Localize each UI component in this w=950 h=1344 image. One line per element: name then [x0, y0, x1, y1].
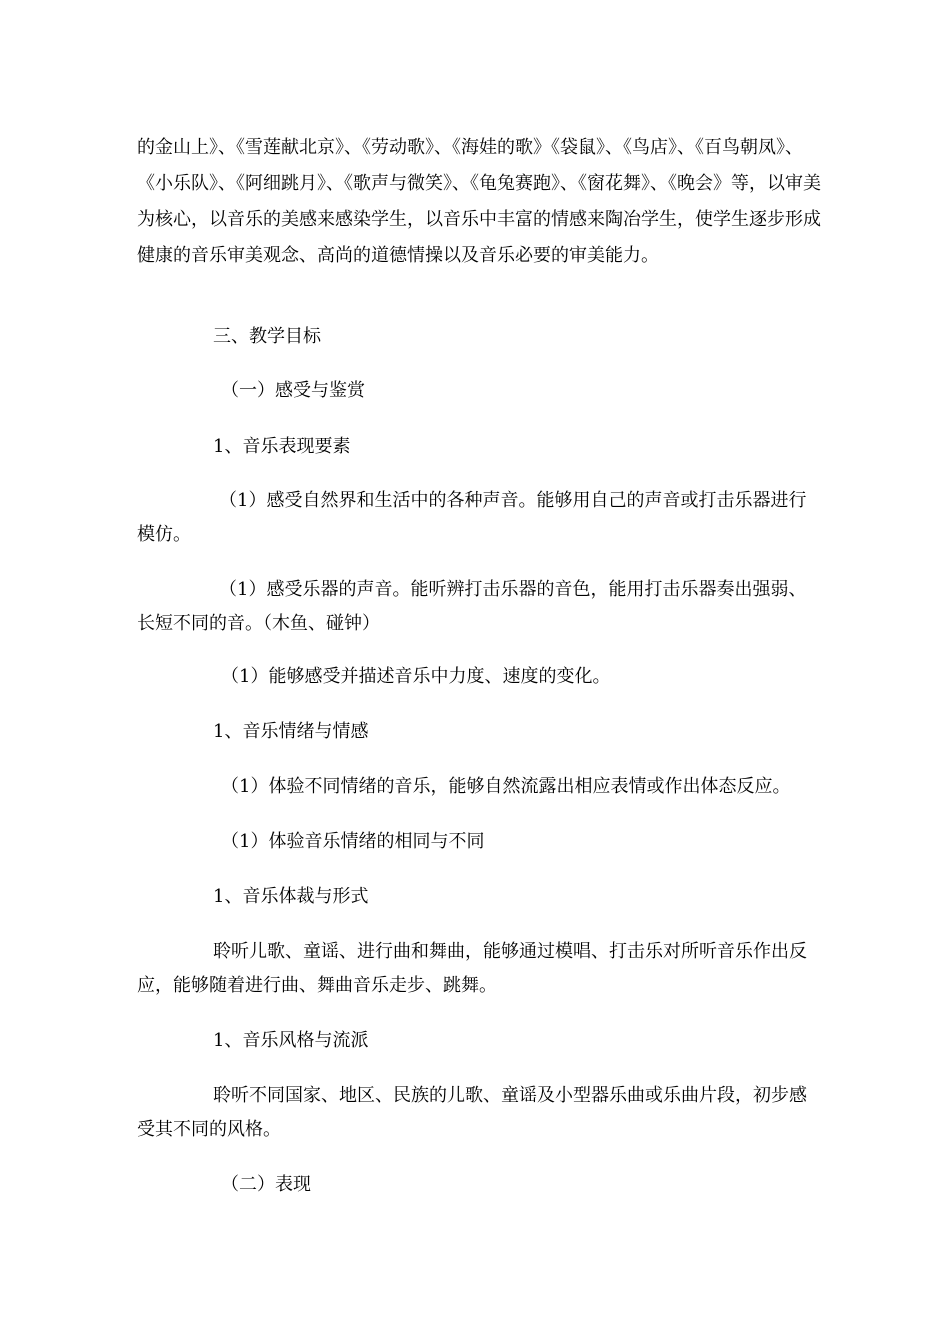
section-heading-teaching-goals: 三、教学目标: [213, 326, 321, 347]
item-genre-form: 1、音乐体裁与形式: [213, 886, 369, 907]
item-same-different-emotions: （1）体验音乐情绪的相同与不同: [221, 831, 485, 852]
paragraph-style-listening: 聆听不同国家、地区、民族的儿歌、童谣及小型器乐曲或乐曲片段，初步感受其不同的风格。: [137, 1085, 807, 1140]
item-music-elements: 1、音乐表现要素: [213, 436, 351, 457]
item-instrument-sounds: （1）感受乐器的声音。能听辨打击乐器的音色，能用打击乐器奏出强弱、长短不同的音。（木鱼、碰钟）: [137, 579, 807, 634]
item-music-emotion: 1、音乐情绪与情感: [213, 721, 369, 742]
subheading-perception-appreciation: （一）感受与鉴赏: [221, 380, 365, 401]
paragraph-genre-listening: 聆听儿歌、童谣、进行曲和舞曲，能够通过模唱、打击乐对所听音乐作出反应，能够随着进行曲、舞曲音乐走步、跳舞。: [137, 941, 807, 996]
intro-paragraph: 的金山上》、《雪莲献北京》、《劳动歌》、《海娃的歌》《袋鼠》、《鸟店》、《百鸟朝凤》、《小乐队》、《阿细跳月》、《歌声与微笑》、《龟兔赛跑》、《窗花舞》、《晚会》等，以审美为核心，以音乐的美感来感染学生，以音乐中丰富的情感来陶冶学生，使学生逐步形成健康的音乐审美观念、高尚的道德情操以及音乐必要的审美能力。: [137, 137, 821, 266]
item-style-school: 1、音乐风格与流派: [213, 1030, 369, 1051]
subheading-performance: （二）表现: [221, 1174, 311, 1195]
item-dynamics-tempo: （1）能够感受并描述音乐中力度、速度的变化。: [221, 666, 611, 687]
item-natural-sounds: （1）感受自然界和生活中的各种声音。能够用自己的声音或打击乐器进行模仿。: [137, 490, 807, 545]
item-different-emotions: （1）体验不同情绪的音乐，能够自然流露出相应表情或作出体态反应。: [221, 776, 791, 797]
